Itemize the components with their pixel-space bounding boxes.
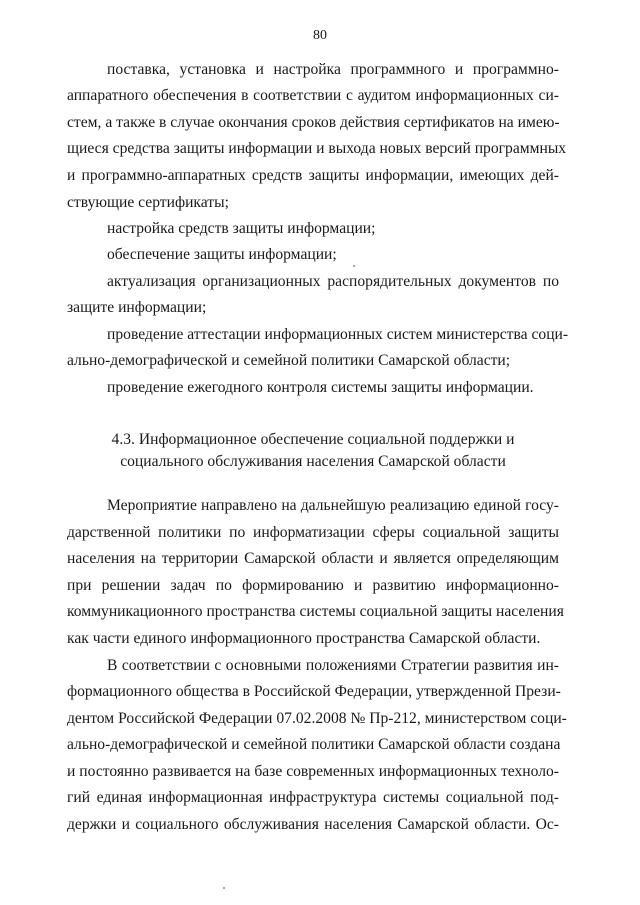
text-line: поставка, установка и настройка программного и программно- [107, 61, 559, 78]
text-line: населения на территории Самарской области и является определяющим [67, 550, 559, 567]
text-line: ствующие сертификаты; [67, 194, 229, 211]
list-item: обеспечение защиты информации; [107, 246, 337, 263]
text-line: гий единая информационная инфраструктура системы социальной под- [67, 789, 559, 806]
text-line: держки и социального обслуживания населения Самарской области. Ос- [67, 816, 559, 833]
list-item: проведение ежегодного контроля системы защиты информации. [107, 379, 534, 396]
section-heading: социального обслуживания населения Самарской области [120, 453, 506, 470]
text-line: ально-демографической и семейной политики Самарской области создана [67, 736, 561, 753]
text-line: и программно-аппаратных средств защиты информации, имеющих дей- [67, 167, 559, 184]
text-line: при решении задач по формированию и развитию информационно- [67, 577, 559, 594]
text-line: как части единого информационного пространства Самарской области. [67, 630, 541, 647]
text-line: стем, а также в случае окончания сроков действия сертификатов на имею- [67, 114, 560, 131]
text-line: ально-демографической и семейной политики Самарской области; [67, 352, 511, 369]
text-line: Мероприятие направлено на дальнейшую реализацию единой госу- [107, 497, 559, 514]
page-number: 80 [313, 28, 327, 43]
text-line: дарственной политики по информатизации сферы социальной защиты [67, 524, 559, 541]
text-line: дентом Российской Федерации 07.02.2008 № Пр-212, министерством соци- [67, 710, 567, 727]
section-heading: 4.3. Информационное обеспечение социальной поддержки и [111, 431, 515, 448]
scan-speck [223, 887, 225, 889]
text-line: и постоянно развивается на базе современных информационных техноло- [67, 763, 559, 780]
text-line: коммуникационного пространства системы социальной защиты населения [67, 603, 564, 620]
text-line: аппаратного обеспечения в соответствии с аудитом информационных си- [67, 87, 559, 104]
text-line: формационного общества в Российской Федерации, утвержденной Прези- [67, 683, 561, 700]
scan-speck [353, 265, 355, 267]
text-line: щиеся средства защиты информации и выхода новых версий программных [67, 140, 567, 157]
text-line: защите информации; [67, 299, 207, 316]
text-line: В соответствии с основными положениями Стратегии развития ин- [107, 657, 559, 674]
list-item: настройка средств защиты информации; [107, 220, 376, 237]
text-line: проведение аттестации информационных систем министерства соци- [107, 326, 569, 343]
text-line: актуализация организационных распорядительных документов по [107, 273, 559, 290]
